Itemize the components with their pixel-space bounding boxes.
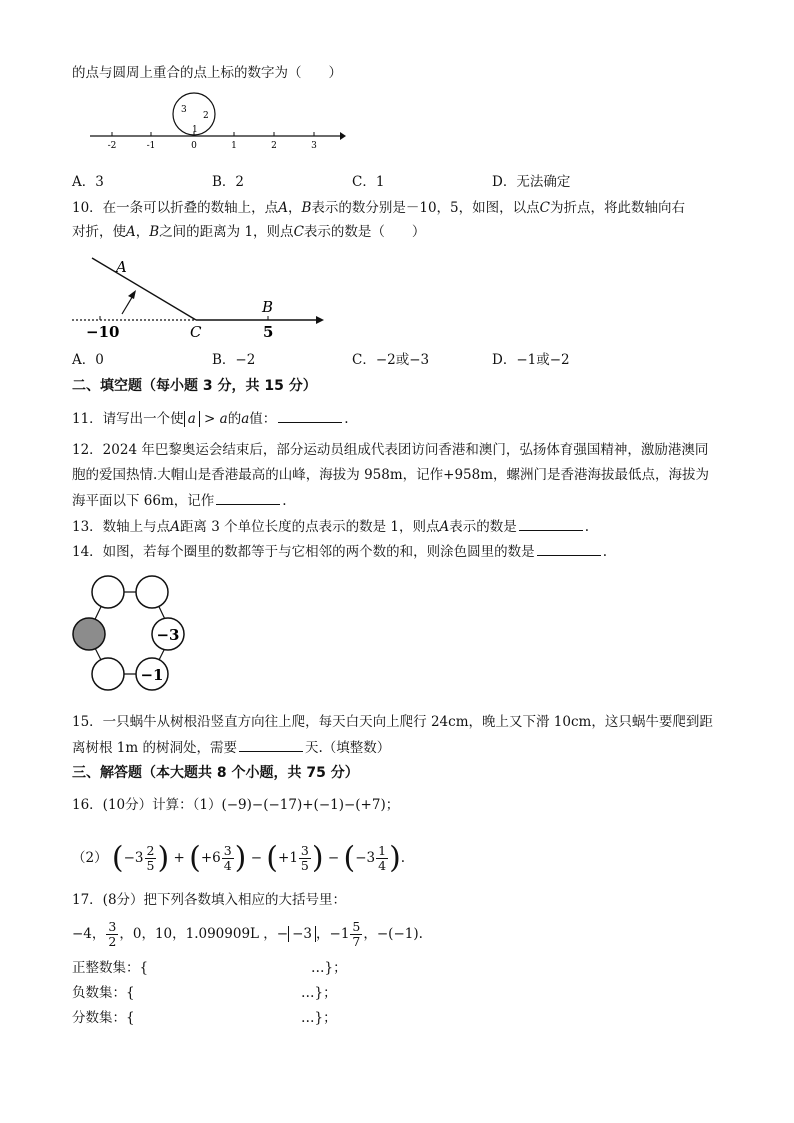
q17-set-negatives: 负数集：{ …}； xyxy=(72,985,337,1001)
section3-title: 三、解答题（本大题共 8 个小题，共 75 分） xyxy=(72,765,359,781)
q16-part1: 16．(10分）计算：（1）(−9)−(−17)+(−1)−(+7)； xyxy=(72,797,400,813)
q9-number-line-figure xyxy=(88,92,348,152)
q17-stem: 17．(8分）把下列各数填入相应的大括号里： xyxy=(72,892,347,908)
q10-option-c: C．−2或−3 xyxy=(352,352,430,368)
q15-line1: 15．一只蜗牛从树根沿竖直方向往上爬，每天白天向上爬行 24cm，晚上又下滑 10cm，这只蜗牛要爬到距 xyxy=(72,714,713,730)
q9-option-a: A．3 xyxy=(72,174,104,190)
q9-tick-label: -2 xyxy=(107,141,117,151)
q9-circle-label: 3 xyxy=(181,105,187,115)
section2-title: 二、填空题（每小题 3 分，共 15 分） xyxy=(72,378,317,394)
q17-set-positive-integers: 正整数集：{ …}； xyxy=(72,960,347,976)
q11-answer-blank[interactable] xyxy=(278,408,342,423)
q9-circle-label: 1 xyxy=(192,125,198,135)
q14-circle xyxy=(92,576,124,608)
q10-label-B: B xyxy=(262,298,274,316)
q12-line2: 胞的爱国热情.大帽山是香港最高的山峰，海拔为 958m，记作+958m，螺洲门是香港海拔最低点，海拔为 xyxy=(72,467,710,483)
q9-option-d: D．无法确定 xyxy=(492,174,571,190)
q10-option-b: B．−2 xyxy=(212,352,256,368)
q15-answer-blank[interactable] xyxy=(239,737,303,752)
q14-shaded-circle xyxy=(73,618,105,650)
q14-value-neg1: −1 xyxy=(140,666,164,684)
q16-part2: （2） (−3 $\frac{2}{5}$ ) + (+6 $\frac{3}{4}$ ) − (+1 $\frac{3}{5}$ ) − (−3 $\frac{1}{4}$ ). xyxy=(72,840,406,876)
q9-stem: 的点与圆周上重合的点上标的数字为（ ） xyxy=(72,65,342,81)
q9-tick-label: 1 xyxy=(231,141,237,151)
q10-option-d: D．−1或−2 xyxy=(492,352,570,368)
q9-option-c: C．1 xyxy=(352,174,385,190)
q9-tick-label: -1 xyxy=(146,141,156,151)
q10-label-A: A xyxy=(116,258,127,276)
q10-line1: 10．在一条可以折叠的数轴上，点A，B表示的数分别是－10，5，如图，以点C为折点，将此数轴向右 xyxy=(72,200,685,216)
q14-circle-ring-figure xyxy=(70,572,190,696)
q15-line2: 离树根 1m 的树洞处，需要 天.（填整数） xyxy=(72,737,390,758)
q14-value-neg3: −3 xyxy=(156,626,180,644)
q9-option-b: B．2 xyxy=(212,174,245,190)
q17-numbers: −4， $\frac{3}{2}$ ，0，10，1.090909L ，− −3 ，−1 $\frac{5}{7}$ ，−(−1). xyxy=(72,919,423,949)
q9-tick-label: 2 xyxy=(271,141,277,151)
q14-circle xyxy=(92,658,124,690)
q9-tick-label: 0 xyxy=(191,141,197,151)
q12-answer-blank[interactable] xyxy=(216,490,280,505)
q14-answer-blank[interactable] xyxy=(537,541,601,556)
q10-label-C: C xyxy=(190,323,202,341)
q13: 13．数轴上与点A距离 3 个单位长度的点表示的数是 1，则点A表示的数是 . xyxy=(72,516,589,537)
q10-option-a: A．0 xyxy=(72,352,104,368)
q10-label-5: 5 xyxy=(263,323,274,341)
q11: 11．请写出一个使 a > a的a值： . xyxy=(72,408,349,429)
q9-circle-label: 2 xyxy=(203,111,209,121)
q14-circle xyxy=(136,576,168,608)
q9-tick-label: 3 xyxy=(311,141,317,151)
q10-line2: 对折，使A，B之间的距离为 1，则点C表示的数是（ ） xyxy=(72,224,426,240)
q10-fold-figure xyxy=(70,252,330,342)
q17-set-fractions: 分数集：{ …}； xyxy=(72,1010,337,1026)
q14: 14．如图，若每个圈里的数都等于与它相邻的两个数的和，则涂色圆里的数是 . xyxy=(72,541,607,562)
q12-line3: 海平面以下 66m，记作 . xyxy=(72,490,287,511)
q12-line1: 12．2024 年巴黎奥运会结束后，部分运动员组成代表团访问香港和澳门，弘扬体育强国精神，激励港澳同 xyxy=(72,442,709,458)
q10-label-neg10: −10 xyxy=(86,323,120,341)
q13-answer-blank[interactable] xyxy=(519,516,583,531)
